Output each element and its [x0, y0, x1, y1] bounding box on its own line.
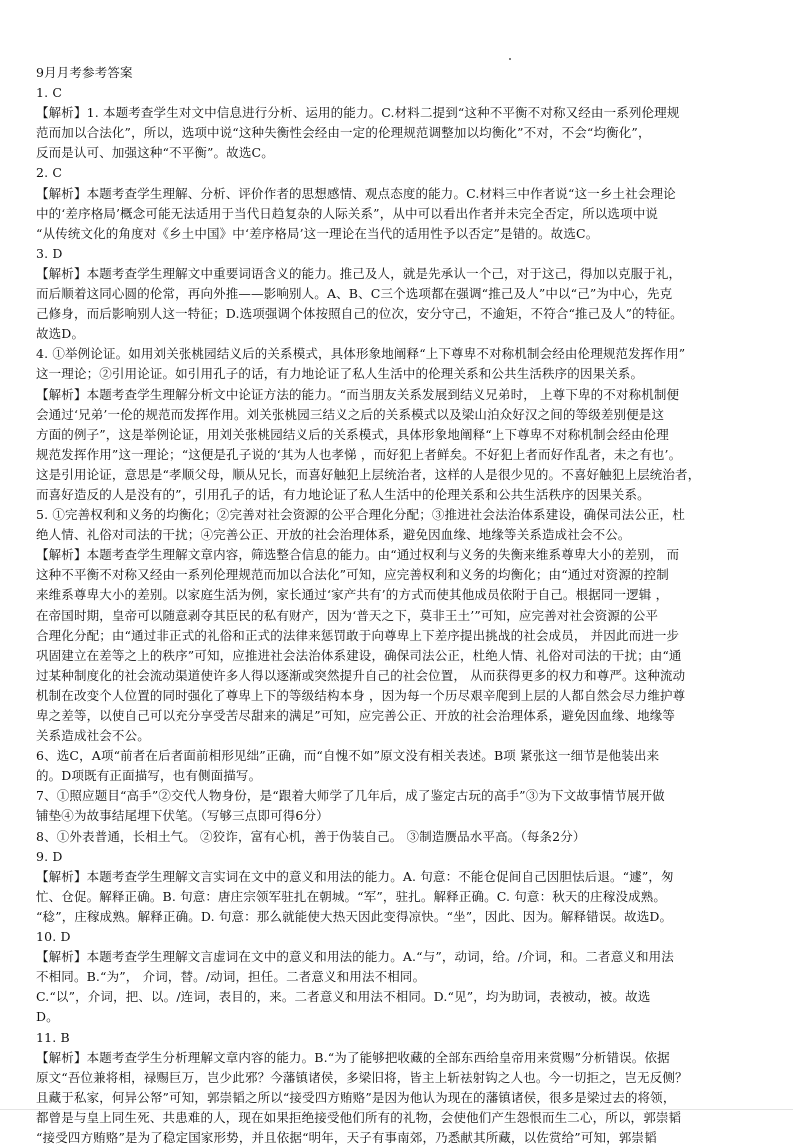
text-line: “接受四方贿赂”是为了稳定国家形势，并且依据“明年，天子有事南郊，乃悉献其所藏，以佐赏给”可知，郭崇韬	[36, 1129, 657, 1145]
text-line: 3. D	[36, 245, 63, 261]
text-line: 这种不平衡不对称又经由一系列伦理规范而加以合法化”可知，应完善权利和义务的均衡化；由“通过对资源的控制	[36, 567, 669, 583]
text-line: 4. ①举例论证。如用刘关张桃园结义后的关系模式，具体形象地阐释“上下尊卑不对称机制会经由伦理规范发挥作用”	[36, 346, 686, 362]
text-line: 铺垫④为故事结尾埋下伏笔。（写够三点即可得6分）	[36, 808, 329, 824]
text-line: 合理化分配；由“通过非正式的礼俗和正式的法律来惩罚敢于向尊卑上下差序提出挑战的社会成员， 并因此而进一步	[36, 627, 680, 643]
text-line: 范而加以合法化”，所以，选项中说“这种失衡性会经由一定的伦理规范调整加以均衡化”不对，不会“均衡化”，	[36, 125, 651, 141]
text-line: 在帝国时期，皇帝可以随意剥夺其臣民的私有财产，因为‘普天之下，莫非王土’”可知，应完善对社会资源的公平	[36, 607, 658, 623]
text-line: 1. C	[36, 85, 63, 101]
text-line: 方面的例子”，这是举例论证，用刘关张桃园结义后的关系模式，具体形象地阐释“上下尊卑不对称机制会经由伦理	[36, 426, 669, 442]
text-line: 【解析】本题考查学生理解文中重要词语含义的能力。推己及人，就是先承认一个己，对于这己，得加以克服于礼，	[36, 265, 682, 281]
text-line: 这一理论；②引用论证。如引用孔子的话，有力地论证了私人生活中的伦理关系和公共生活秩序的因果关系。	[36, 366, 644, 382]
text-line: 10. D	[36, 929, 71, 945]
text-line: 而喜好造反的人是没有的”，引用孔子的话，有力地论证了私人生活中的伦理关系和公共生活秩序的因果关系。	[36, 486, 650, 502]
answer-key-text	[36, 63, 762, 1148]
scan-speck	[509, 58, 511, 60]
text-line: 11. B	[36, 1029, 70, 1045]
text-line: 机制在改变个人位置的同时强化了尊卑上下的等级结构本身 ，因为每一个历尽艰辛爬到上层的人都自然会尽力维护尊	[36, 687, 686, 703]
text-line: 这是引用论证，意思是“孝顺父母，顺从兄长，而喜好触犯上层统治者，这样的人是很少见的。不喜好触犯上层统治者，	[36, 466, 701, 482]
text-line: 反而是认可、加强这种“不平衡”。故选C。	[36, 145, 274, 161]
text-line: 都曾是与皇上同生死、共患难的人，现在如果拒绝接受他们所有的礼物，会使他们产生怨恨而生二心，所以，郭崇韬	[36, 1109, 682, 1125]
text-line: 【解析】本题考查学生理解文言虚词在文中的意义和用法的能力。A.“与”，动词，给。/介词，和。二者意义和用法	[36, 949, 674, 965]
text-line: 【解析】1. 本题考查学生对文中信息进行分析、运用的能力。C.材料二提到“这种不平衡不对称又经由一系列伦理规	[36, 105, 680, 121]
text-line: 过某种制度化的社会流动渠道使许多人得以逐渐或突然提升自己的社会位置， 从而获得更多的权力和尊严。这种流动	[36, 667, 686, 683]
text-line: 【解析】本题考查学生理解文言实词在文中的意义和用法的能力。A. 句意：不能仓促间自己因胆怯后退。“遽”，匆	[36, 868, 674, 884]
text-line: 8、①外表普通，长相土气。 ②狡诈，富有心机，善于伪装自己。 ③制造赝品水平高。（每条2分）	[36, 828, 586, 844]
text-line: “稔”，庄稼成熟。解释正确。D. 句意：那么就能使大热天因此变得凉快。“坐”，因此、因为。解释错误。故选D。	[36, 908, 673, 924]
text-line: 原文“吾位兼将相，禄赐巨万，岂少此邪？今藩镇诸侯，多梁旧将，皆主上斩祛射钩之人也。今一切拒之，岂无反侧？	[36, 1069, 688, 1085]
text-line: 且藏于私家，何异公帑”可知，郭崇韬之所以“接受四方贿赂”是因为他认为现在的藩镇诸侯，很多是梁过去的将领，	[36, 1089, 676, 1105]
page-bottom-edge	[0, 1109, 793, 1110]
text-line: C.“以”，介词，把、以。/连词，表目的，来。二者意义和用法不相同。D.“见”，均为助词，表被动，被。故选	[36, 989, 651, 1005]
text-line: 忙、仓促。解释正确。B. 句意：唐庄宗领军驻扎在朝城。“军”，驻扎。解释正确。C. 句意：秋天的庄稼没成熟。	[36, 888, 667, 904]
text-line: D。	[36, 1009, 59, 1025]
text-line: 规范发挥作用”这一理论；“这便是孔子说的‘其为人也孝悌 ，而好犯上者鲜矣。不好犯上者而好作乱者，未之有也’。	[36, 446, 682, 462]
text-line: 9. D	[36, 848, 63, 864]
text-line: 会通过‘兄弟’一伦的规范而发挥作用。刘关张桃园三结义之后的关系模式以及梁山泊众好汉之间的等级差别便是这	[36, 406, 665, 422]
text-line: 【解析】本题考查学生分析理解文章内容的能力。B.“为了能够把收藏的全部东西给皇帝用来赏赐”分析错误。依据	[36, 1049, 670, 1065]
text-line: 9月月考参考答案	[36, 65, 133, 80]
text-line: 绝人情、礼俗对司法的干扰；④完善公正、开放的社会治理体系，避免因血缘、地缘等关系造成社会不公。	[36, 527, 631, 543]
text-line: 【解析】本题考查学生理解分析文中论证方法的能力。“而当朋友关系发展到结义兄弟时， 上尊下卑的不对称机制便	[36, 386, 680, 402]
text-line: 7、①照应题目“高手”②交代人物身份，是“跟着大师学了几年后，成了鉴定古玩的高手”③为下文故事情节展开做	[36, 788, 665, 804]
text-line: 己修身，而后影响别人这一特征；D.选项强调个体按照自己的位次，安分守己，不逾矩，不符合“推己及人”的特征。	[36, 306, 683, 322]
text-line: 2. C	[36, 165, 63, 181]
text-line: 不相同。B.“为”， 介词，替。/动词，担任。二者意义和用法不相同。	[36, 969, 426, 985]
text-line: 卑之差等，以使自己可以充分享受苦尽甜来的满足”可知，应完善公正、开放的社会治理体系，避免因血缘、地缘等	[36, 708, 676, 723]
text-line: 来维系尊卑大小的差别。以家庭生活为例，家长通过‘家产共有’的方式而使其他成员依附于自己。根据同一逻辑 ，	[36, 587, 669, 603]
text-line: 的。D项既有正面描写，也有侧面描写。	[36, 768, 262, 784]
text-line: 而后顺着这同心圆的伦常，再向外推——影响别人。A、B、C三个选项都在强调“推己及人”中以“己”为中心，先克	[36, 286, 673, 302]
text-line: 巩固建立在差等之上的秩序”可知，应推进社会法治体系建设，确保司法公正，杜绝人情、礼俗对司法的干扰；由“通	[36, 647, 682, 663]
text-line: 【解析】本题考查学生理解文章内容，筛选整合信息的能力。由“通过权利与义务的失衡来维系尊卑大小的差别， 而	[36, 547, 680, 563]
text-line: “从传统文化的角度对《乡土中国》中‘差序格局’这一理论在当代的适用性予以否定”是错的。故选C。	[36, 225, 599, 241]
text-line: 故选D。	[36, 326, 85, 342]
text-line: 关系造成社会不公。	[36, 728, 150, 744]
text-line: 【解析】本题考查学生理解、分析、评价作者的思想感情、观点态度的能力。C.材料三中作者说“这一乡土社会理论	[36, 185, 676, 201]
text-line: 5. ①完善权利和义务的均衡化；②完善对社会资源的公平合理化分配；③推进社会法治体系建设，确保司法公正，杜	[36, 507, 685, 523]
text-line: 6、选C，A项“前者在后者面前相形见绌”正确，而“自愧不如”原文没有相关表述。B项 紧张这一细节是他装出来	[36, 748, 660, 764]
text-line: 中的‘差序格局’概念可能无法适用于当代日趋复杂的人际关系”，从中可以看出作者并未完全否定，所以选项中说	[36, 205, 658, 221]
